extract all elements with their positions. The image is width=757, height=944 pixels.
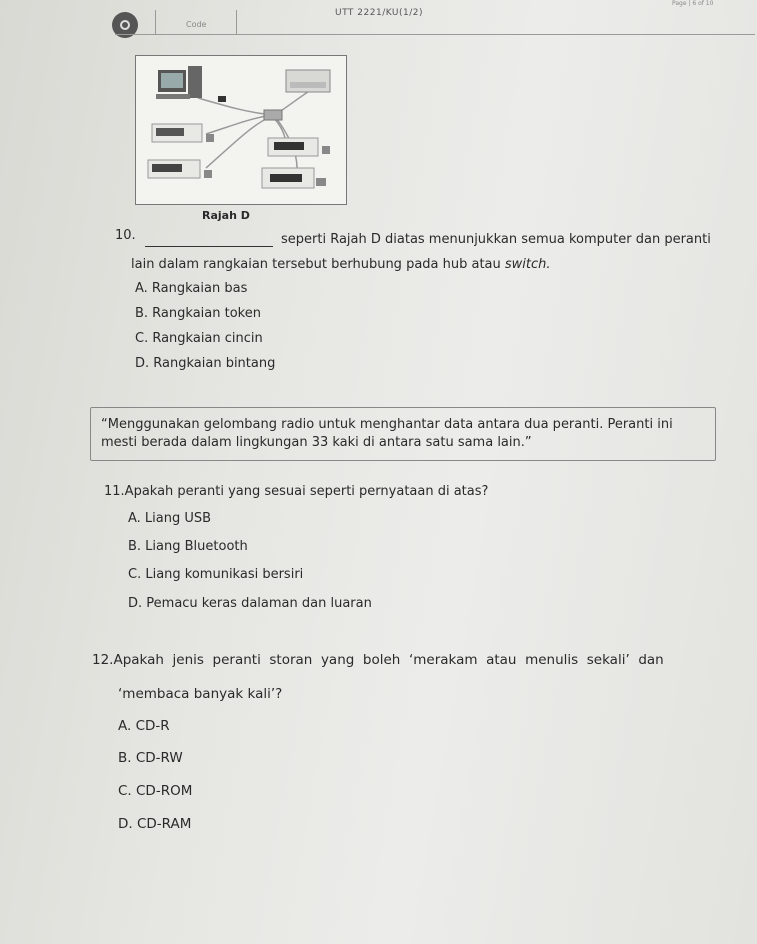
- q11-text: 11.Apakah peranti yang sesuai seperti pernyataan di atas?: [104, 484, 489, 499]
- header-divider: [115, 34, 755, 35]
- q10-line1: [145, 232, 745, 247]
- q11-option-b: B. Liang Bluetooth: [128, 539, 248, 554]
- q10-option-c: C. Rangkaian cincin: [135, 331, 263, 346]
- q12-option-d: D. CD-RAM: [118, 816, 192, 832]
- q12-line2: ‘membaca banyak kali’?: [118, 686, 283, 702]
- computer-4-icon: [148, 160, 212, 178]
- computer-5-icon: [262, 168, 326, 188]
- q11-option-d: D. Pemacu keras dalaman dan luaran: [128, 596, 372, 611]
- q10-line2: [131, 257, 551, 272]
- quote-text: “Menggunakan gelombang radio untuk menghantar data antara dua peranti. Peranti ini mesti berada dalam lingkungan 33 kaki di antara satu sama lain.”: [101, 417, 673, 450]
- q12-line1: 12.Apakah jenis peranti storan yang boleh ‘merakam atau menulis sekali’ dan: [92, 652, 664, 668]
- q12-option-b: B. CD-RW: [118, 750, 183, 766]
- q11-option-a: A. Liang USB: [128, 511, 212, 526]
- quote-box: [90, 407, 716, 461]
- network-diagram-svg: [136, 56, 346, 204]
- q10-blank: [145, 234, 273, 247]
- hub-icon: [264, 70, 330, 120]
- q10-line2-text: lain dalam rangkaian tersebut berhubung pada hub atau: [131, 257, 505, 272]
- q10-line2-italic: switch.: [504, 257, 551, 272]
- figure-caption: Rajah D: [202, 209, 250, 222]
- computer-2-icon: [152, 124, 214, 142]
- code-field: [155, 10, 237, 34]
- q10-option-d: D. Rangkaian bintang: [135, 356, 276, 371]
- q10-option-b: B. Rangkaian token: [135, 306, 261, 321]
- code-label: Code: [186, 20, 207, 29]
- document-code: UTT 2221/KU(1/2): [335, 8, 423, 18]
- q10-option-a: A. Rangkaian bas: [135, 281, 248, 296]
- computer-3-icon: [268, 138, 330, 156]
- q10-number: 10.: [115, 228, 136, 243]
- q12-option-a: A. CD-R: [118, 718, 170, 734]
- q10-line1-text: seperti Rajah D diatas menunjukkan semua komputer dan peranti: [281, 232, 711, 247]
- q11-option-c: C. Liang komunikasi bersiri: [128, 567, 304, 582]
- computer-1-icon: [156, 66, 226, 102]
- network-diagram: [135, 55, 347, 205]
- q12-option-c: C. CD-ROM: [118, 783, 193, 799]
- page-number: Page | 6 of 10: [672, 0, 714, 7]
